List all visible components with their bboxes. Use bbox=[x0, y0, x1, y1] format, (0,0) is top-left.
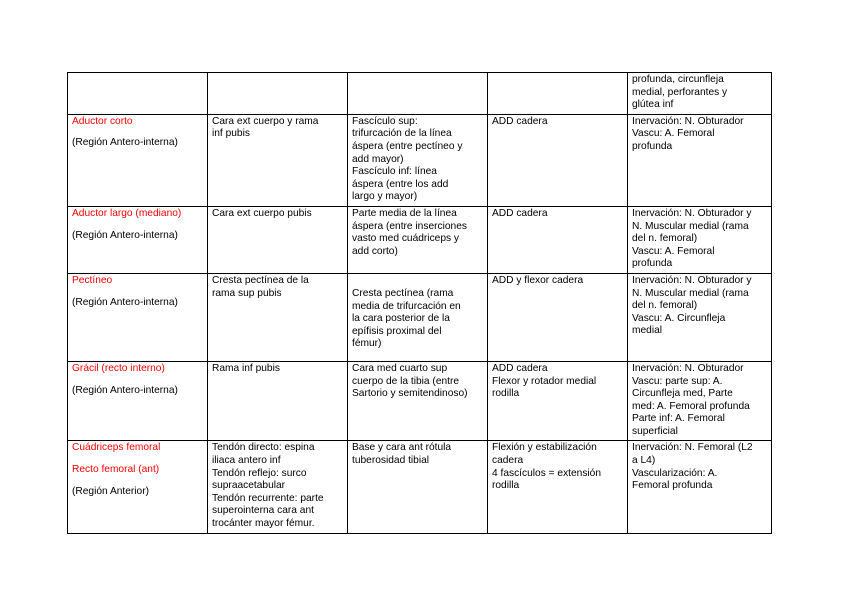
insertion-cell bbox=[348, 114, 488, 206]
origin-line: Tendón recurrente: parte bbox=[212, 492, 324, 504]
nerve-line: Inervación: N. Obturador bbox=[632, 115, 744, 127]
nerve-line: Circunfleja med, Parte bbox=[632, 388, 733, 400]
nerve-line: Vascularización: A. bbox=[632, 467, 718, 479]
muscle-region: (Región Antero-interna) bbox=[72, 137, 178, 149]
origin-cell bbox=[208, 273, 348, 361]
nerve-line: Inervación: N. Obturador y bbox=[632, 207, 752, 219]
submuscle-name: Recto femoral (ant) bbox=[72, 464, 160, 476]
origin-line: Cresta pectínea de la bbox=[212, 274, 309, 286]
insertion-cell bbox=[348, 441, 488, 533]
nerve-line: Femoral profunda bbox=[632, 480, 713, 492]
action-cell bbox=[488, 361, 628, 441]
nerve-line: del n. femoral) bbox=[632, 233, 698, 245]
muscle-cell bbox=[68, 114, 208, 206]
nerve-line: Inervación: N. Obturador y bbox=[632, 274, 752, 286]
insertion-cell bbox=[348, 73, 488, 115]
nerve-line: med: A. Femoral profunda bbox=[632, 400, 750, 412]
nerve-line: Parte inf: A. Femoral bbox=[632, 413, 725, 425]
origin-cell bbox=[208, 206, 348, 273]
muscle-name: Aductor largo (mediano) bbox=[72, 207, 182, 219]
origin-line: iliaca antero inf bbox=[212, 455, 281, 467]
insertion-line: add mayor) bbox=[352, 153, 404, 165]
muscle-region: (Región Anterior) bbox=[72, 485, 150, 497]
muscle-name: Pectíneo bbox=[72, 274, 113, 286]
insertion-cell bbox=[348, 361, 488, 441]
origin-cell bbox=[208, 441, 348, 533]
nerve-line: profunda, circunfleja bbox=[632, 74, 724, 85]
insertion-line: Parte media de la línea bbox=[352, 207, 457, 219]
nerve-line: profunda bbox=[632, 258, 673, 270]
nerve-line: Vascu: A. Circunfleja bbox=[632, 312, 726, 324]
action-line: rodilla bbox=[492, 480, 520, 492]
action-line: rodilla bbox=[492, 388, 520, 400]
insertion-line: epífisis proximal del bbox=[352, 325, 442, 337]
muscle-name: Cuádriceps femoral bbox=[72, 442, 161, 454]
nerve-line: a L4) bbox=[632, 455, 656, 467]
muscle-cell bbox=[68, 73, 208, 115]
muscle-cell bbox=[68, 441, 208, 533]
nerve-line: Vascu: parte sup: A. bbox=[632, 375, 723, 387]
insertion-line: Cara med cuarto sup bbox=[352, 362, 448, 374]
nerve-line: glútea inf bbox=[632, 99, 674, 111]
action-line: ADD cadera bbox=[492, 207, 548, 219]
insertion-cell bbox=[348, 273, 488, 361]
nerve-line: medial bbox=[632, 325, 663, 337]
insertion-line: la cara posterior de la bbox=[352, 313, 450, 325]
action-line: ADD y flexor cadera bbox=[492, 274, 584, 286]
nerve-line: superficial bbox=[632, 425, 678, 437]
muscle-name: Aductor corto bbox=[72, 115, 133, 127]
nerve-line: Vascu: A. Femoral bbox=[632, 128, 715, 140]
action-line: cadera bbox=[492, 455, 524, 467]
insertion-line: fémur) bbox=[352, 338, 382, 350]
insertion-line: Fascículo inf: línea bbox=[352, 166, 437, 178]
insertion-line: cuerpo de la tibia (entre bbox=[352, 375, 460, 387]
insertion-line: vasto med cuádriceps y bbox=[352, 233, 460, 245]
nerve-cell bbox=[628, 73, 772, 115]
table-row bbox=[68, 114, 772, 206]
nerve-line: del n. femoral) bbox=[632, 300, 698, 312]
table-row bbox=[68, 206, 772, 273]
insertion-line: Cresta pectínea (rama bbox=[352, 287, 454, 299]
table-row bbox=[68, 441, 772, 533]
muscle-region: (Región Antero-interna) bbox=[72, 384, 178, 396]
origin-line: inf pubis bbox=[212, 128, 250, 140]
action-cell bbox=[488, 273, 628, 361]
table-row bbox=[68, 73, 772, 115]
insertion-line: largo y mayor) bbox=[352, 191, 418, 203]
action-line: ADD cadera bbox=[492, 115, 548, 127]
origin-line: supraacetabular bbox=[212, 480, 286, 492]
nerve-line: profunda bbox=[632, 140, 673, 152]
nerve-cell bbox=[628, 441, 772, 533]
insertion-line: add corto) bbox=[352, 245, 398, 257]
muscle-cell bbox=[68, 206, 208, 273]
anatomy-table bbox=[67, 72, 772, 534]
action-cell bbox=[488, 441, 628, 533]
nerve-cell bbox=[628, 273, 772, 361]
nerve-cell bbox=[628, 114, 772, 206]
muscle-region: (Región Antero-interna) bbox=[72, 296, 178, 308]
nerve-line: Inervación: N. Obturador bbox=[632, 362, 744, 374]
muscle-cell bbox=[68, 273, 208, 361]
action-cell bbox=[488, 114, 628, 206]
muscle-cell bbox=[68, 361, 208, 441]
nerve-line: N. Muscular medial (rama bbox=[632, 287, 749, 299]
nerve-line: Inervación: N. Femoral (L2 bbox=[632, 442, 753, 454]
insertion-line: tuberosidad tibial bbox=[352, 455, 430, 467]
insertion-line: Sartorio y semitendinoso) bbox=[352, 388, 468, 400]
action-cell bbox=[488, 73, 628, 115]
action-line: Flexor y rotador medial bbox=[492, 375, 597, 387]
muscle-name: Grácil (recto interno) bbox=[72, 362, 165, 374]
origin-cell bbox=[208, 361, 348, 441]
table-row bbox=[68, 361, 772, 441]
nerve-line: N. Muscular medial (rama bbox=[632, 220, 749, 232]
origin-line: Tendón reflejo: surco bbox=[212, 467, 307, 479]
action-line: 4 fascículos = extensión bbox=[492, 467, 602, 479]
origin-line: Cara ext cuerpo pubis bbox=[212, 207, 312, 219]
insertion-line: Fascículo sup: bbox=[352, 115, 418, 127]
origin-line: Rama inf pubis bbox=[212, 362, 280, 374]
insertion-line: áspera (entre los add bbox=[352, 178, 449, 190]
origin-line: Cara ext cuerpo y rama bbox=[212, 115, 319, 127]
action-line: Flexión y estabilización bbox=[492, 442, 597, 454]
origin-cell bbox=[208, 114, 348, 206]
insertion-line: Base y cara ant rótula bbox=[352, 442, 452, 454]
origin-line: Tendón directo: espina bbox=[212, 442, 315, 454]
origin-line: superointerna cara ant bbox=[212, 505, 314, 517]
insertion-line: media de trifurcación en bbox=[352, 300, 461, 312]
action-cell bbox=[488, 206, 628, 273]
muscle-region: (Región Antero-interna) bbox=[72, 229, 178, 241]
insertion-line: áspera (entre pectíneo y bbox=[352, 140, 463, 152]
origin-line: rama sup pubis bbox=[212, 287, 282, 299]
nerve-cell bbox=[628, 361, 772, 441]
table-row bbox=[68, 273, 772, 361]
insertion-cell bbox=[348, 206, 488, 273]
insertion-line: trifurcación de la línea bbox=[352, 128, 452, 140]
nerve-cell bbox=[628, 206, 772, 273]
nerve-line: Vascu: A. Femoral bbox=[632, 245, 715, 257]
origin-cell bbox=[208, 73, 348, 115]
nerve-line: medial, perforantes y bbox=[632, 86, 728, 98]
insertion-line: áspera (entre inserciones bbox=[352, 220, 467, 232]
action-line: ADD cadera bbox=[492, 362, 548, 374]
origin-line: trocánter mayor fémur. bbox=[212, 518, 315, 530]
